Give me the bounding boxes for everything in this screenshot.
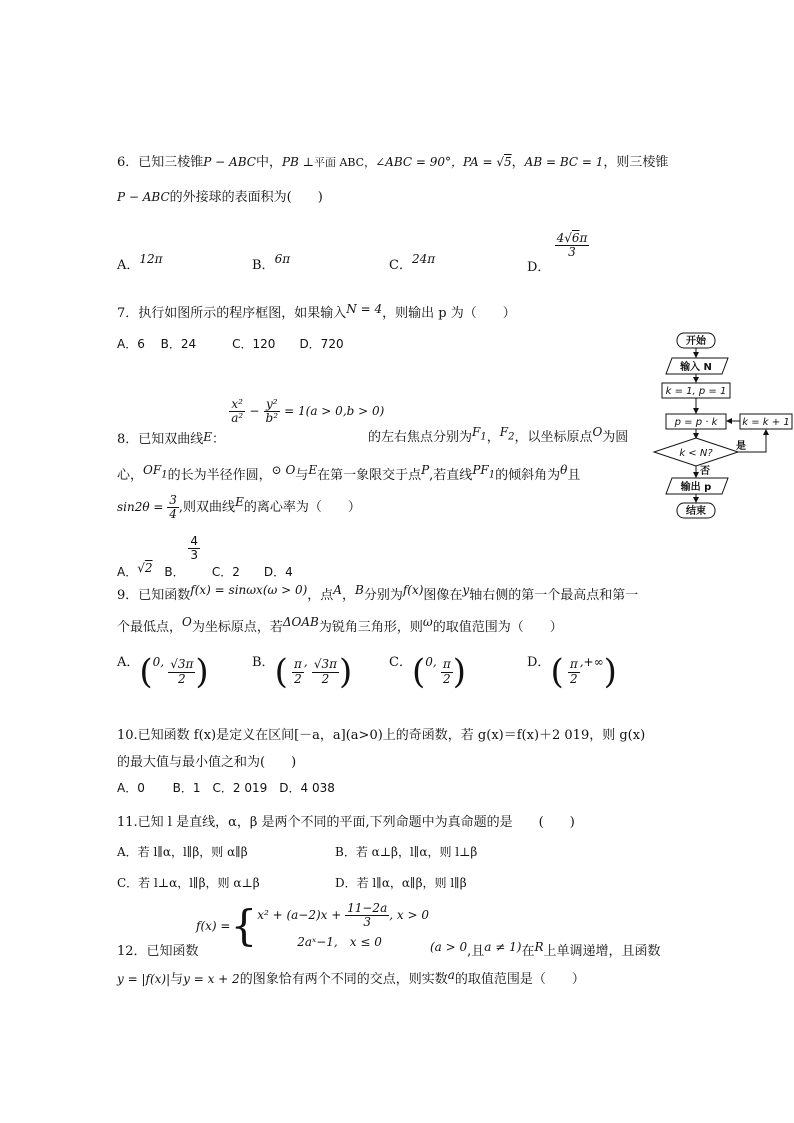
flowchart-no-label: 否: [700, 466, 710, 477]
q6-option-d: [527, 231, 589, 276]
q12-case1: x² + (a−2)x + $\frac{11-2a}{3}$ , x > 0: [257, 901, 429, 930]
q6-sqrt5: √5: [496, 155, 512, 169]
q8-mid: 的左右焦点分别为: [368, 430, 473, 445]
q6-opt-d-fraction: $\frac{4√6\pi}{3}$: [556, 231, 588, 260]
q6-prefix: 6．已知三棱锥: [117, 155, 204, 170]
flowchart-increment-text: k = k + 1: [742, 417, 790, 428]
q6-plane: 平面 ABC，: [313, 156, 376, 169]
q8-e: E: [203, 430, 213, 445]
q6-option-c: [389, 254, 435, 273]
q6-option-a: [117, 254, 163, 273]
q6-opt-b-label: B．: [252, 258, 275, 273]
q6-pb-perp: PB ⊥: [281, 155, 314, 169]
q6-opt-d-label: D．: [527, 260, 551, 276]
q8-opt-b-fraction: $\frac{4}{3}$: [190, 534, 199, 563]
flowchart-start-text: 开始: [686, 336, 706, 347]
q9-option-c: C．(0, $\frac{\pi}{2}$ ): [389, 652, 466, 692]
q7-tail: ，则输出 p 为（ ）: [382, 306, 516, 321]
q11-option-c: C．若 l⊥α，l∥β，则 α⊥β: [117, 876, 260, 890]
q6-zhong: 中，: [255, 155, 282, 170]
q6-angle: ∠ABC = 90°，: [375, 155, 464, 169]
q6-comma: ，: [511, 155, 525, 170]
q8-eq-cond: = 1(a > 0,b > 0): [284, 404, 385, 419]
q8-y-fraction: $\frac{\text{y²}}{\text{b²}}$: [265, 397, 279, 426]
q8-sin2: sin2θ =: [117, 500, 168, 515]
q6-opt-a-value: 12π: [139, 252, 163, 266]
q6-line2: [117, 186, 323, 205]
q6-pabc: P − ABC: [203, 155, 256, 169]
q6-pa: PA =: [463, 155, 497, 169]
flowchart-init-text: k = 1, p = 1: [665, 386, 727, 397]
q12-brace: {: [230, 901, 258, 951]
q7-options: A．6 B．24 C．120 D．720: [117, 337, 344, 351]
q8-sin-fraction: $\frac{3}{4}$: [169, 493, 177, 522]
flowchart-multiply-text: p = p · k: [674, 417, 718, 428]
flowchart-output-text: 输出 p: [680, 482, 712, 493]
q6-opt-b-value: 6π: [274, 252, 291, 266]
q9-option-b: B．( $\frac{\pi}{2}$ , $\frac{√3\pi}{2}$ ): [252, 652, 353, 692]
q12-fx: f(x) =: [196, 919, 231, 934]
q8-prefix: 8．已知双曲线: [117, 432, 204, 448]
q7-prefix: 7．执行如图所示的程序框图，如果输入: [117, 306, 347, 321]
q6-option-b: [252, 254, 290, 273]
q10-line2: 的最大值与最小值之和为( ): [117, 755, 297, 770]
q8-line3: sin2θ = $\frac{3}{4}$ ,则双曲线E的离心率为（ ）: [117, 493, 361, 522]
q10-options: A．0 B．1 C．2 019 D．4 038: [117, 781, 335, 795]
q12-line1: 12．已知函数: [117, 944, 199, 959]
q6-opt-c-label: C．: [389, 258, 412, 273]
q8-colon: ：: [212, 432, 226, 448]
q12-case2: 2aˣ−1, x ≤ 0: [297, 935, 382, 950]
q6-line1: [117, 151, 668, 170]
q11-option-b: B．若 α⊥β，l∥α，则 l⊥β: [335, 845, 478, 859]
q6-tail: ，则三棱锥: [603, 155, 669, 170]
q9-line2: 个最低点，O为坐标原点，若ΔOAB为锐角三角形，则ω的取值范围为（ ）: [117, 615, 563, 635]
flowchart-yes-label: 是: [736, 441, 746, 452]
q8-minus: −: [249, 404, 260, 419]
q12-line1-tail: (a > 0,且a ≠ 1)在R上单调递增，且函数: [430, 940, 661, 959]
q8-line1: [117, 397, 385, 448]
flowchart-end-text: 结束: [686, 506, 706, 517]
q7-n-eq: N = 4: [346, 302, 383, 316]
q12-piecewise: [196, 902, 429, 950]
q6-opt-c-value: 24π: [411, 252, 436, 266]
q10-line1: 10.已知函数 f(x)是定义在区间[－a，a](a>0)上的奇函数，若 g(x)＝f(x)＋2 019，则 g(x): [117, 728, 646, 743]
q9-line1: 9．已知函数f(x) = sinωx(ω > 0)，点A，B分别为f(x)图像在y轴右侧的第一个最高点和第一: [117, 583, 639, 603]
q7-line1: [117, 302, 516, 321]
q6-ab-bc: AB = BC = 1: [524, 155, 604, 169]
q8-options: A．√2 B． $\frac{4}{3}$ C．2 D．4: [117, 534, 293, 580]
flowchart-condition-text: k < N?: [679, 448, 713, 459]
q8-line2: 心，$OF_1$的长为半径作圆，⊙ O与E在第一象限交于点P,若直线$PF_1$的倾斜角为θ且: [117, 463, 581, 483]
flowchart-input-text: 输入 N: [680, 362, 712, 373]
q6-opt-a-label: A．: [117, 258, 140, 273]
q6-line2-tail: 的外接球的表面积为( ): [169, 190, 323, 205]
q9-option-d: D．( $\frac{\pi}{2}$ ,+∞): [527, 652, 617, 692]
q8-x-fraction: $\frac{\text{x²}}{\text{a²}}$: [231, 397, 244, 426]
q9-option-a: A．(0, $\frac{√3\pi}{2}$ ): [117, 652, 209, 692]
q11-option-d: D．若 l∥α，α∥β，则 l∥β: [335, 876, 467, 890]
q8-line1-tail: 的左右焦点分别为$F_1$，$F_2$，以坐标原点O为圆: [368, 425, 629, 445]
q6-pabc-2: P − ABC: [117, 190, 170, 204]
q11-option-a: A．若 l∥α，l∥β，则 α∥β: [117, 845, 248, 859]
flowchart: [650, 330, 794, 525]
q12-line2: y = |f(x)|与y = x + 2的图象恰有两个不同的交点，则实数a的取值范围是（ ）: [117, 968, 585, 987]
q11-line1: 11.已知 l 是直线，α，β 是两个不同的平面,下列命题中为真命题的是 ( ): [117, 815, 575, 830]
